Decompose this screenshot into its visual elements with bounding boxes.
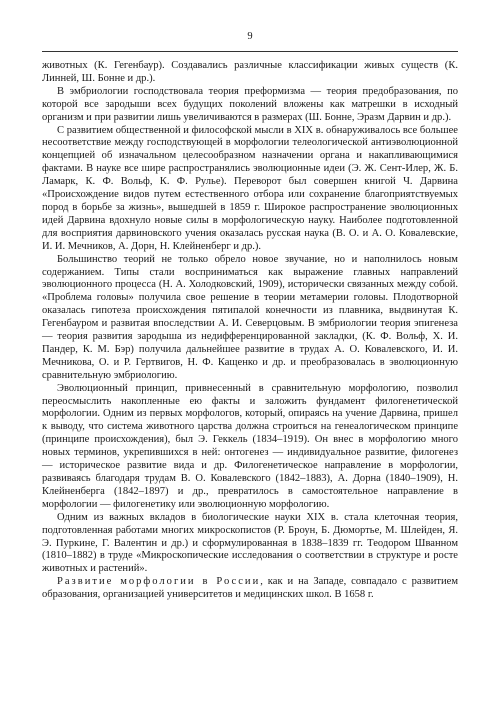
- paragraph-2: В эмбриологии господствовала теория преформизма — теория предобразования, по которой все зародыши всех будущих поколений вложены как матрешки в исходный организм и при развитии лишь увеличиваются в размерах (Ш. Бонне, Эразм Дарвин и др.).: [42, 85, 458, 123]
- paragraph-1: животных (К. Гегенбаур). Создавались различные классификации живых существ (К. Линней, Ш. Бонне и др.).: [42, 60, 458, 84]
- paragraph-4: Большинство теорий не только обрело новое звучание, но и наполнилось новым содержанием. Типы стали восприниматься как выражение главных направлений эволюционного процесса (Н. А. Холодковский, 1909), исторически связанных между собой. «Проблема головы» получила свое решение в теории метамерии головы. Плодотворной оказалась гипотеза происхождения пятипалой конечности из плавника, выдвинутая К. Гегенбауром и развитая впоследствии А. И. Северцовым. В эмбриологии теория эпигенеза — теория развития зародыша из недифференцированной закладки, (К. Ф. Вольф, Х. И. Пандер, К. М. Бэр) получила дальнейшее развитие в трудах А. О. Ковалевского, И. И. Мечникова, О. и Р. Гертвигов, Н. Ф. Кащенко и др. и преобразовалась в эволюционную сравнительную эмбриологию.: [42, 253, 458, 381]
- paragraph-6: Одним из важных вкладов в биологические науки XIX в. стала клеточная теория, подготовленная работами многих микроскопистов (Р. Броун, Б. Дюмортье, М. Шлейден, Я. Э. Пуркине, Г. Валентин и др.) и сформулированная в 1838–1839 гг. Теодором Шванном (1810–1882) в труде «Микроскопические исследования о соответствии в структуре и росте животных и растений».: [42, 511, 458, 575]
- paragraph-7: [42, 576, 458, 602]
- page-number: 9: [247, 31, 253, 42]
- paragraph-3: С развитием общественной и философской мысли в XIX в. обнаруживалось все большее несоответствие между господствующей в морфологии телеологической антиэволюционной концепцией об изначальном целесообразном назначении органа и накапливающимися фактами. В науке все шире распространялись эволюционные идеи (Э. Ж. Сент-Илер, Ж. Б. Ламарк, К. Ф. Вольф, К. Ф. Рулье). Переворот был совершен книгой Ч. Дарвина «Происхождение видов путем естественного отбора или сохранение благоприятствуемых пород в борьбе за жизнь», вышедшей в 1859 г. Широкое распространение эволюционных идей Дарвина вдохнуло новые силы в морфологическую науку. Наиболее подготовленной для восприятия дарвиновского учения оказалась русская наука (В. О. и А. О. Ковалевские, И. И. Мечников, А. Дорн, Н. Клейненберг и др.).: [42, 124, 458, 252]
- spaced-heading-phrase: Развитие морфологии в России: [57, 576, 261, 588]
- body-text: [42, 60, 458, 602]
- paragraph-7-text: , как и на Западе, совпадало с развитием образования, организацией университетов и медицинских школ. В 1658 г.: [42, 576, 459, 601]
- paragraph-5: Эволюционный принцип, привнесенный в сравнительную морфологию, позволил переосмыслить накопленные ею факты и заложить фундамент филогенетической морфологии. Одним из первых морфологов, который, опираясь на учение Дарвина, пришел к выводу, что система животного царства должна строиться на генеалогическом принципе (принципе происхождения), был Э. Геккель (1834–1919). Он внес в морфологию много новых терминов, укрепившихся в ней: онтогенез — индивидуальное развитие, филогенез — историческое развитие вида и др. Филогенетическое направление в морфологии, развиваясь благодаря трудам В. О. Ковалевского (1842–1883), А. Дорна (1840–1909), Н. Клейненберга (1842–1897) и др., превратилось в самостоятельное направление в морфологии — филогенетику или эволюционную морфологию.: [42, 382, 458, 510]
- header-rule: [42, 51, 458, 52]
